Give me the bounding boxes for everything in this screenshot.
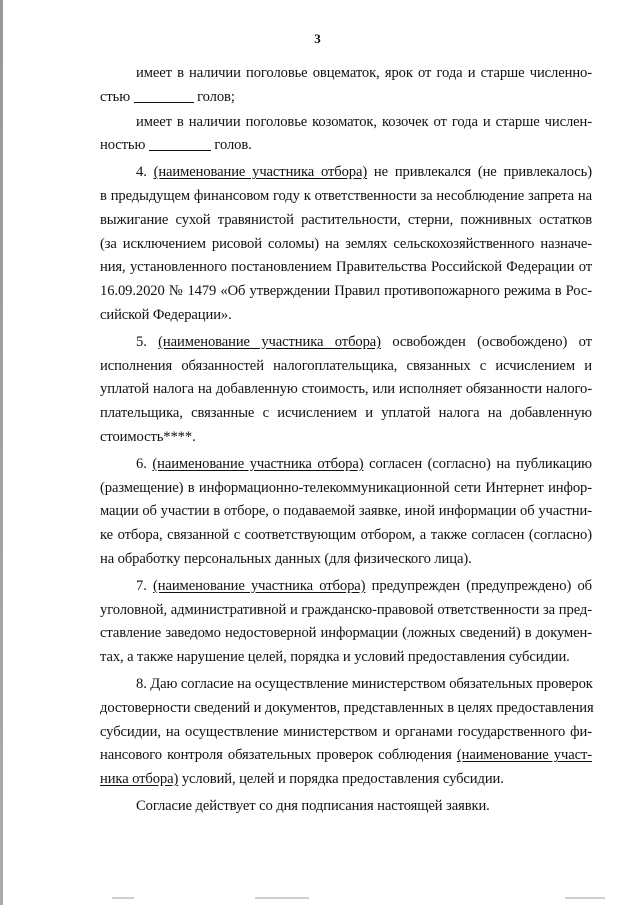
text-fragment: не привлекался (не привлекалось) — [373, 164, 592, 181]
text-line: (за исключением рисовой соломы) на землях сельскохозяйственного назначе- — [100, 235, 592, 252]
participant-name-placeholder: ника отбора) — [100, 771, 179, 788]
consent-validity-line: Согласие действует со дня подписания настоящей заявки. — [136, 797, 490, 814]
paragraph-7-line-1 — [100, 575, 592, 599]
text-line: на обработку персональных данных (для физического лица). — [100, 550, 472, 567]
text-line: (размещение) в информационно-телекоммуникационной сети Интернет инфор- — [100, 479, 592, 496]
text-line: в предыдущем финансовом году к ответственности за несоблюдение запрета на — [100, 187, 592, 204]
paragraph-8-line-1: 8. Даю согласие на осуществление министерством обязательных проверок — [136, 675, 593, 692]
item-number: 7. — [136, 577, 147, 594]
scan-artifact — [565, 897, 605, 899]
text-line: мации об участии в отборе, о подаваемой заявке, иной информации об участни- — [100, 503, 592, 520]
scan-artifact — [112, 897, 134, 899]
text-fragment: согласен (согласно) на публикацию — [369, 455, 592, 472]
text-line — [100, 134, 592, 158]
text-line — [100, 768, 592, 792]
fill-in-blank — [134, 88, 194, 103]
text-fragment: предупрежден (предупреждено) об — [371, 577, 592, 594]
text-fragment: нансового контроля обязательных проверок соблюдения — [100, 747, 452, 764]
text-line: имеет в наличии поголовье овцематок, ярок от года и старше численно- — [136, 65, 592, 81]
fill-in-blank — [149, 136, 211, 151]
text-line: ке отбора, связанной с соответствующим отбором, а также согласен (согласно) — [100, 527, 592, 544]
participant-name-placeholder: (наименование участника отбора) — [153, 164, 368, 181]
text-line: стоимость****. — [100, 428, 196, 445]
item-number: 6. — [136, 455, 147, 472]
item-number: 5. — [136, 333, 147, 350]
text-line — [100, 86, 592, 110]
text-line: сийской Федерации». — [100, 306, 232, 323]
paragraph-4-line-1 — [100, 161, 592, 185]
document-body — [100, 62, 592, 819]
text-line — [100, 744, 592, 768]
text-line: имеет в наличии поголовье козоматок, козочек от года и старше числен- — [136, 113, 592, 130]
participant-name-placeholder: (наименование участника отбора) — [152, 455, 364, 472]
text-fragment: стью — [100, 88, 131, 105]
text-line: достоверности сведений и документов, представленных в целях предоставления — [100, 699, 594, 716]
text-fragment: голов; — [197, 88, 235, 105]
text-line: уголовной, административной и гражданско-правовой ответственности за пред- — [100, 601, 592, 618]
text-line: уплатой налога на добавленную стоимость, или исполняет обязанности налого- — [100, 381, 592, 398]
text-line: ставление заведомо недостоверной информации (ложных сведений) в докумен- — [100, 625, 592, 642]
text-line: выжигание сухой травянистой растительности, стерни, пожнивных остатков — [100, 211, 592, 228]
participant-name-placeholder: (наименование участника отбора) — [158, 333, 381, 350]
scan-left-edge — [0, 0, 3, 905]
text-fragment: голов. — [214, 137, 252, 154]
text-line: тах, а также нарушение целей, порядка и условий предоставления субсидии. — [100, 649, 570, 666]
participant-name-placeholder: (наименование участника отбора) — [153, 577, 366, 594]
scan-artifact — [255, 897, 309, 899]
text-line: ния, установленного постановлением Правительства Российской Федерации от — [100, 259, 592, 276]
text-fragment: условий, целей и порядка предоставления субсидии. — [181, 771, 504, 788]
text-line: плательщика, связанные с исчислением и уплатой налога на добавленную — [100, 405, 592, 422]
item-number: 4. — [136, 164, 147, 181]
paragraph-5-line-1 — [100, 331, 592, 355]
text-line: субсидии, на осуществление министерством и органами государственного фи- — [100, 723, 592, 740]
text-fragment: ностью — [100, 137, 146, 154]
text-fragment: освобожден (освобождено) от — [392, 333, 592, 350]
paragraph-6-line-1 — [100, 453, 592, 477]
text-line: 16.09.2020 № 1479 «Об утверждении Правил противопожарного режима в Рос- — [100, 283, 592, 300]
text-line: исполнения обязанностей налогоплательщика, связанных с исчислением и — [100, 357, 592, 374]
page-number: 3 — [314, 31, 321, 46]
participant-name-placeholder: (наименование участ- — [456, 747, 592, 764]
